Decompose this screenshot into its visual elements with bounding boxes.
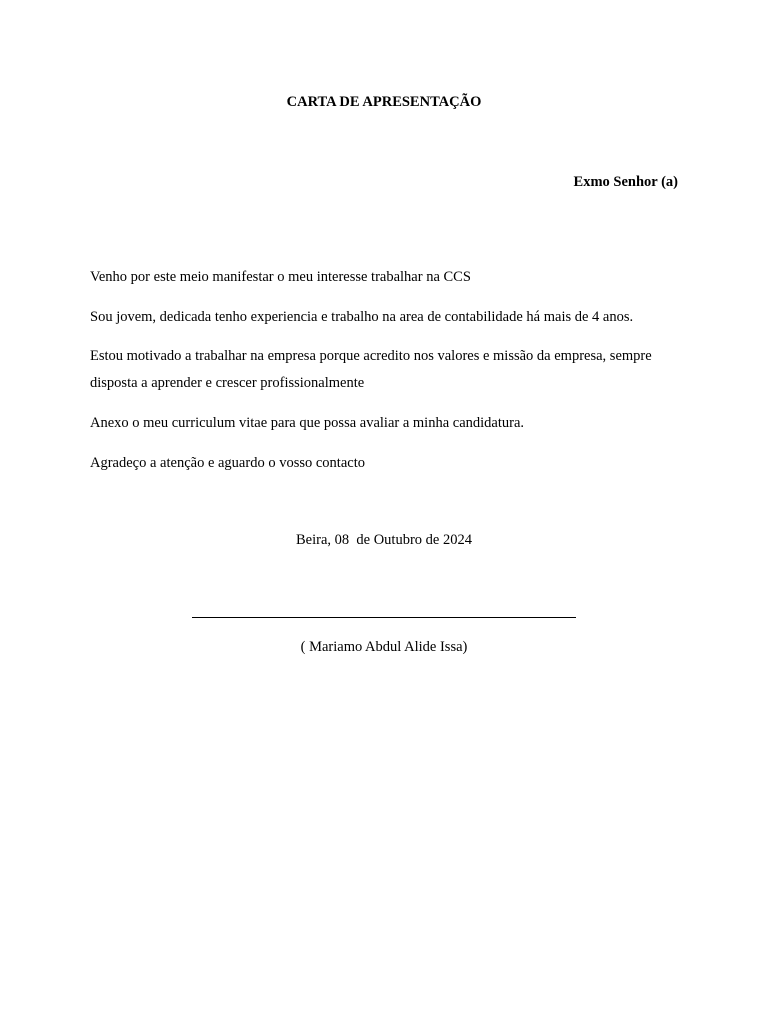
paragraph-interest: Venho por este meio manifestar o meu interesse trabalhar na CCS xyxy=(90,269,471,285)
paragraph-thanks: Agradeço a atenção e aguardo o vosso contacto xyxy=(90,455,365,471)
signature-name: ( Mariamo Abdul Alide Issa) xyxy=(300,639,468,655)
paragraph-motivation: Estou motivado a trabalhar na empresa porque acredito nos valores e missão da empresa, sempre disposta a aprender e crescer profissionalmente xyxy=(90,348,652,391)
paragraph-experience: Sou jovem, dedicada tenho experiencia e trabalho na area de contabilidade há mais de 4 anos. xyxy=(90,309,634,325)
place-date: Beira, 08 de Outubro de 2024 xyxy=(296,532,472,548)
signature-line xyxy=(192,617,576,618)
paragraph-attachment: Anexo o meu curriculum vitae para que possa avaliar a minha candidatura. xyxy=(90,415,525,431)
letter-title: CARTA DE APRESENTAÇÃO xyxy=(286,94,482,110)
salutation: Exmo Senhor (a) xyxy=(573,174,678,190)
